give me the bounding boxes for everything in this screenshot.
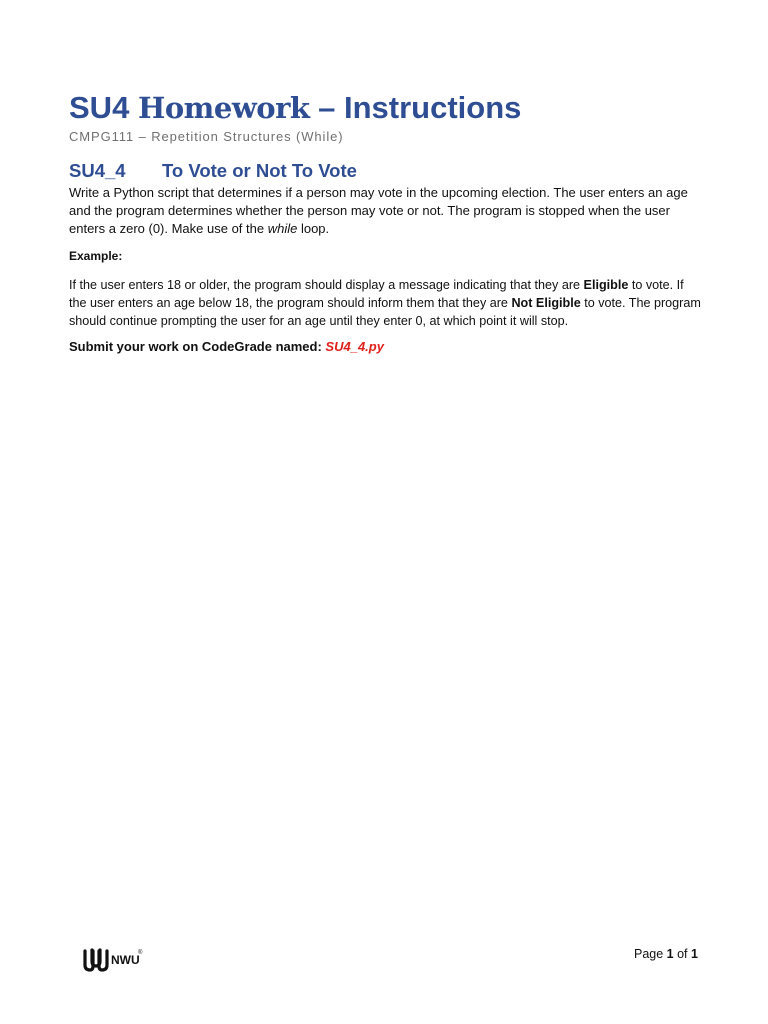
title-part-2: Homework: [137, 91, 310, 125]
logo-registered-mark: ®: [138, 950, 143, 956]
page-total: 1: [691, 947, 698, 961]
nwu-logo-icon: [83, 948, 109, 972]
intro-emphasis: while: [267, 221, 298, 236]
page-of: of: [673, 947, 691, 961]
nwu-logo: [83, 948, 153, 974]
section-heading: [69, 160, 357, 182]
example-paragraph: [69, 276, 701, 330]
title-part-1: SU4: [69, 90, 130, 125]
page-prefix: Page: [634, 947, 667, 961]
document-title: [69, 88, 521, 128]
intro-text-after: loop.: [297, 221, 330, 236]
not-eligible-text: Not Eligible: [511, 296, 581, 310]
page-number: [634, 947, 698, 961]
document-subtitle: CMPG111 – Repetition Structures (While): [69, 129, 344, 144]
example-part-3: to vote. The program should continue prompting the user for an age until they enter 0, at which point it will stop.: [69, 296, 701, 328]
title-part-3: – Instructions: [318, 90, 522, 125]
submit-instruction: [69, 339, 384, 354]
example-part-1: If the user enters 18 or older, the program should display a message indicating that they are: [69, 278, 584, 292]
eligible-text: Eligible: [583, 278, 629, 292]
intro-paragraph: [69, 184, 701, 238]
submit-filename: SU4_4.py: [325, 339, 384, 354]
section-number: SU4_4: [69, 160, 126, 181]
example-part-2: to vote. If the user enters an age below 18, the program should inform them that they are: [69, 278, 684, 310]
section-title: To Vote or Not To Vote: [162, 160, 357, 181]
example-label: Example:: [69, 249, 123, 263]
logo-wordmark: NWU: [111, 953, 140, 967]
page-current: 1: [666, 947, 674, 961]
intro-text-before: Write a Python script that determines if a person may vote in the upcoming election. The user enters an age and the program determines whether the person may vote or not. The program is stopped when the user enters a zero (0). Make use of the: [69, 185, 688, 236]
submit-label: Submit your work on CodeGrade named:: [69, 339, 326, 354]
